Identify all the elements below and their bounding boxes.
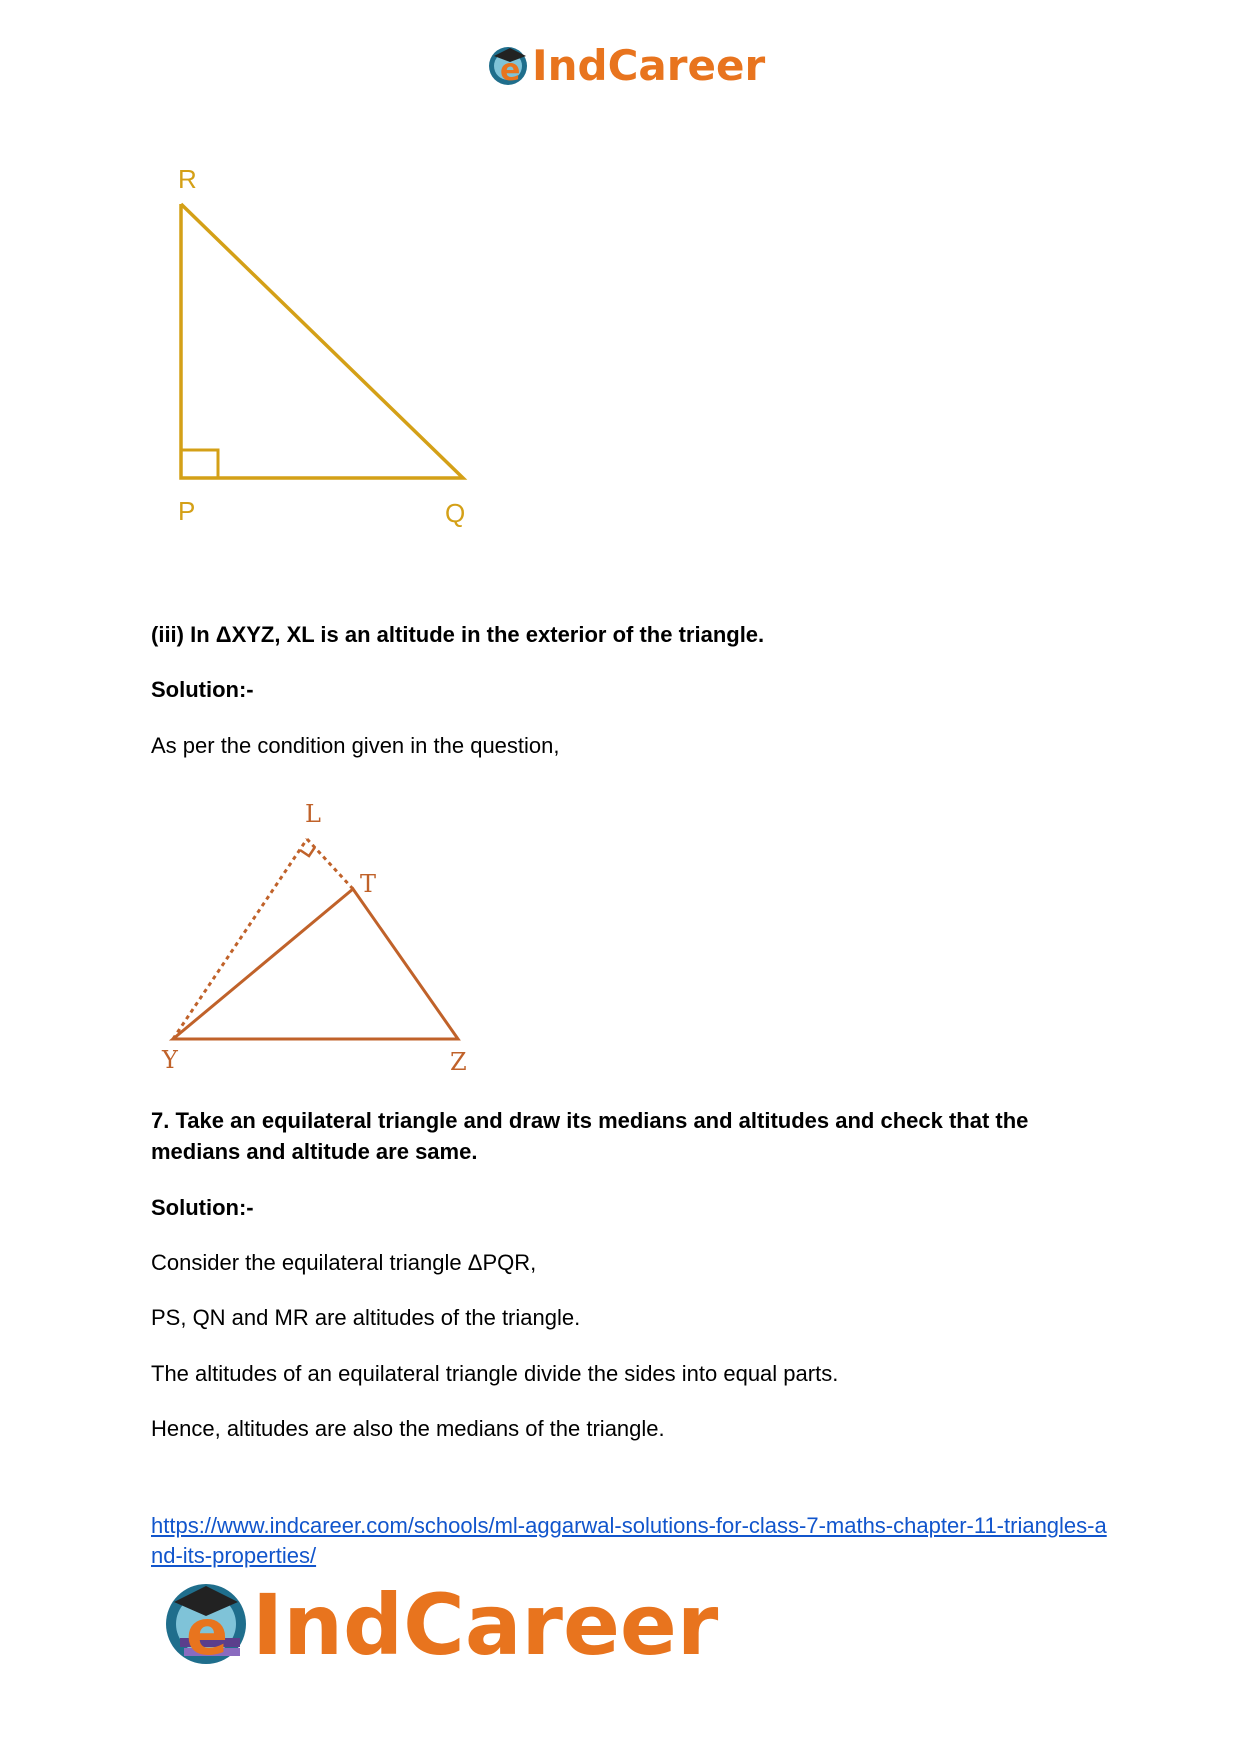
label-p: P xyxy=(178,496,196,526)
solution-line-1: Consider the equilateral triangle ΔPQR, xyxy=(151,1250,537,1275)
label-q: Q xyxy=(445,498,466,528)
solution-line-2: PS, QN and MR are altitudes of the triangle. xyxy=(151,1305,581,1330)
question-iii: (iii) In ΔXYZ, XL is an altitude in the exterior of the triangle. xyxy=(151,622,765,647)
source-link[interactable]: https://www.indcareer.com/schools/ml-aggarwal-solutions-for-class-7-maths-chapter-11-triangles-and-its-properties/ xyxy=(151,1513,1107,1568)
label-y: Y xyxy=(162,1046,178,1074)
right-angle-marker-l xyxy=(300,847,315,856)
logo-text-bottom: IndCareer xyxy=(252,1576,719,1672)
solution-text-iii: As per the condition given in the question, xyxy=(151,733,560,758)
triangle-tyz-exterior-altitude-figure xyxy=(150,792,490,1082)
question-7: 7. Take an equilateral triangle and draw its medians and altitudes and check that the medians and altitude are same. xyxy=(151,1108,1029,1164)
label-z: Z xyxy=(450,1048,467,1076)
svg-text:e: e xyxy=(500,53,521,88)
right-triangle-pqr-figure xyxy=(150,150,490,530)
solution-line-4: Hence, altitudes are also the medians of the triangle. xyxy=(151,1416,665,1441)
right-angle-marker xyxy=(181,450,218,478)
indcareer-logo-top xyxy=(486,40,766,90)
triangle-tyz xyxy=(173,889,458,1039)
altitude-line-yl xyxy=(173,839,307,1039)
label-l: L xyxy=(305,800,321,828)
solution-line-3: The altitudes of an equilateral triangle divide the sides into equal parts. xyxy=(151,1361,839,1386)
triangle-pqr xyxy=(181,204,463,478)
svg-text:e: e xyxy=(186,1596,229,1669)
logo-globe-icon xyxy=(489,47,527,88)
label-t: T xyxy=(360,870,377,898)
solution-label-7: Solution:- xyxy=(151,1195,254,1220)
label-r: R xyxy=(178,164,197,194)
solution-label-iii: Solution:- xyxy=(151,677,254,702)
indcareer-logo-bottom xyxy=(160,1572,720,1672)
logo-text: IndCareer xyxy=(532,41,766,90)
logo-globe-books-icon xyxy=(166,1584,246,1669)
